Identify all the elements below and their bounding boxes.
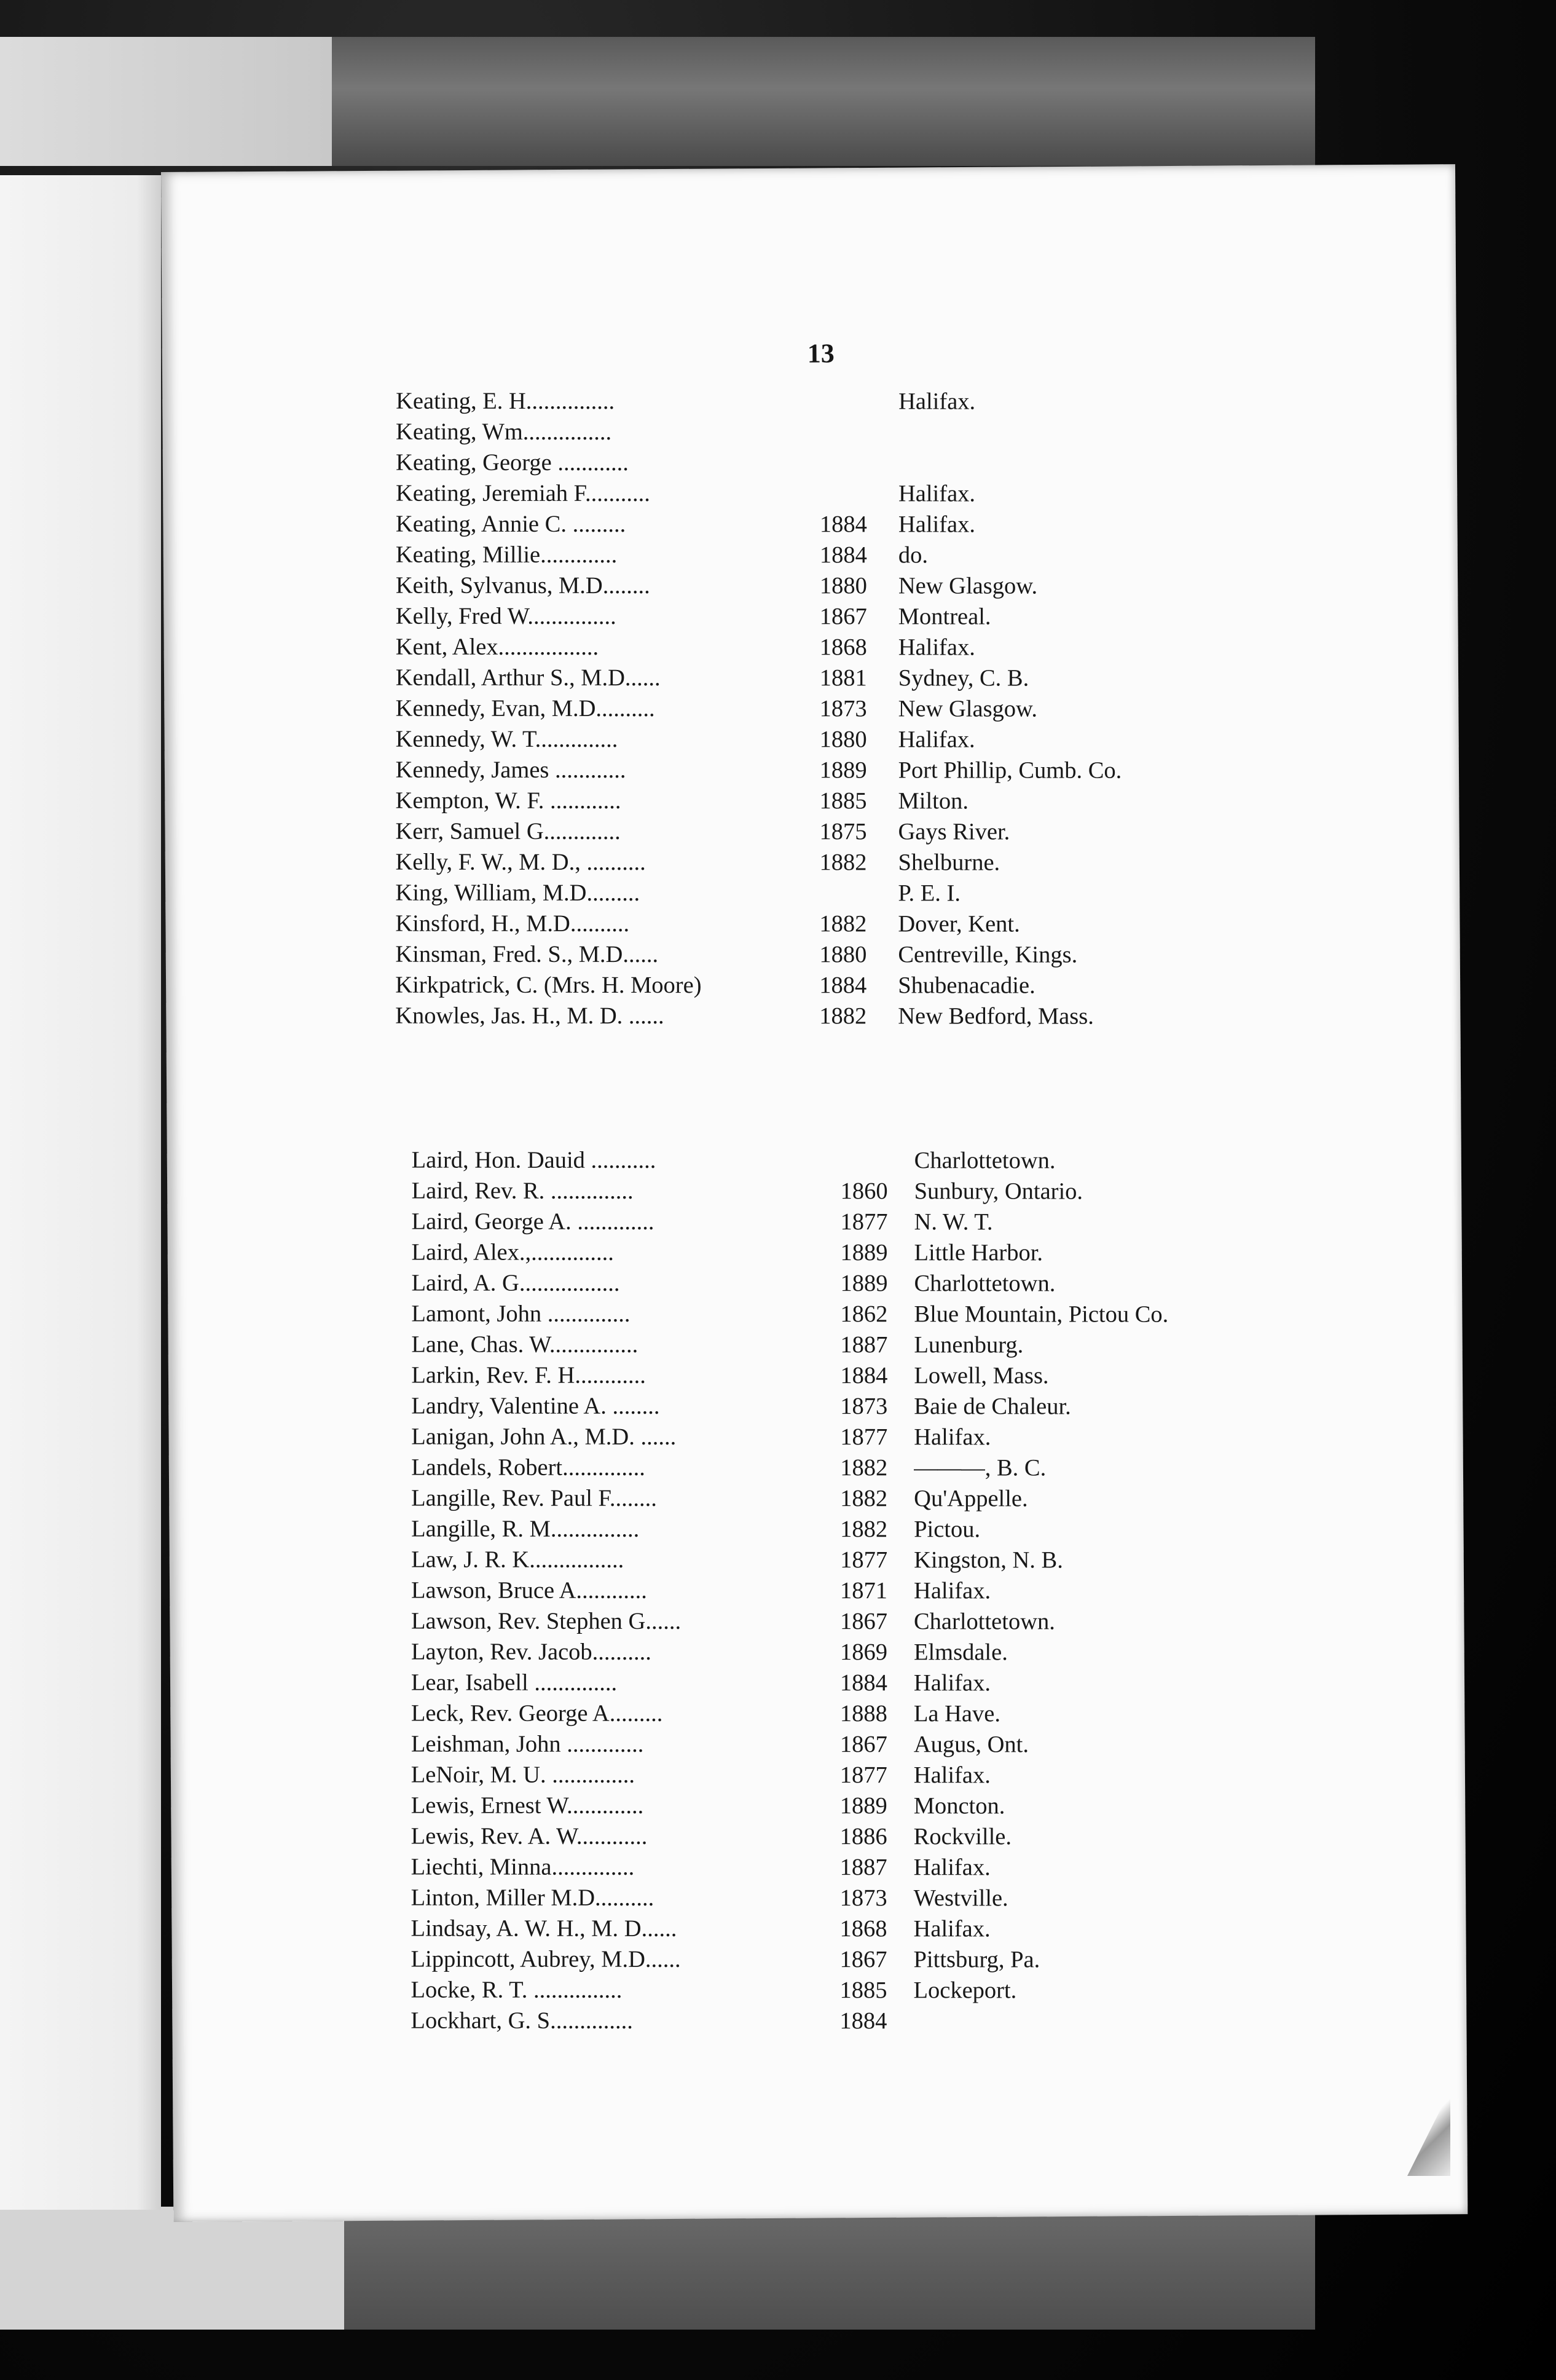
entry-name: Kinsman, Fred. S., M.D...... [395,941,659,968]
entry-year: 1884 [819,511,867,538]
entry-place: ———, B. C. [914,1455,1047,1481]
entry-year: 1877 [840,1209,888,1235]
entry-name: Keating, Millie............. [395,542,618,568]
entry-year: 1871 [840,1578,888,1604]
entry-year: 1867 [839,1732,887,1758]
entry-year: 1877 [840,1424,888,1451]
entry-place: Charlottetown. [913,1609,1055,1635]
entry-year: 1887 [839,1854,887,1881]
entry-year: 1862 [840,1301,888,1328]
entry-name: Leck, Rev. George A......... [411,1700,663,1727]
entry-name: Lear, Isabell .............. [411,1669,618,1696]
entry-place: P. E. I. [898,880,961,907]
entry-name: Kent, Alex................. [395,634,599,660]
facing-page-edge [0,175,161,2210]
entry-place: Halifax. [913,1670,991,1696]
entry-place: Baie de Chaleur. [914,1393,1071,1420]
entry-place: Sydney, C. B. [898,665,1029,692]
entry-year: 1869 [839,1639,887,1666]
entry-name: Kerr, Samuel G............. [395,818,621,845]
entry-place: Pittsburg, Pa. [913,1947,1040,1973]
page-number: 13 [807,338,835,369]
entry-name: Kendall, Arthur S., M.D...... [395,664,661,692]
entry-place: Port Phillip, Cumb. Co. [898,757,1122,784]
entry-name: Kelly, Fred W............... [395,603,616,629]
entry-year: 1877 [839,1762,887,1789]
bottom-scan-strip [0,2207,1315,2330]
entry-year: 1889 [839,1793,887,1819]
entry-name: Liechti, Minna.............. [411,1854,635,1880]
k-entries-list [395,386,1122,1031]
entry-year: 1867 [819,604,867,630]
entry-year: 1868 [839,1916,887,1942]
entry-place: Charlottetown. [914,1271,1056,1297]
entry-name: Keating, George ............ [396,449,629,476]
entry-name: Lane, Chas. W............... [411,1331,639,1358]
entry-name: Lewis, Rev. A. W............ [411,1823,648,1850]
entry-place: Augus, Ont. [913,1732,1029,1758]
entry-place: Kingston, N. B. [914,1547,1063,1574]
entry-place: Blue Mountain, Pictou Co. [914,1301,1169,1328]
entry-name: Keating, Jeremiah F........... [395,480,650,507]
entry-year: 1873 [840,1393,888,1420]
entry-name: Law, J. R. K................ [411,1547,624,1573]
entry-year: 1882 [819,849,867,876]
entry-year: 1889 [840,1271,888,1297]
entry-place: Little Harbor. [914,1240,1043,1266]
entry-name: Keating, Wm............... [396,419,612,445]
entry-year: 1873 [819,696,867,722]
entry-place: do. [898,542,929,569]
entry-name: Kinsford, H., M.D.......... [395,910,630,937]
entry-place: Charlottetown. [914,1148,1056,1174]
entry-name: Lanigan, John A., M.D. ...... [411,1424,677,1450]
entry-year: 1887 [840,1332,888,1358]
entry-place: Shelburne. [898,849,1000,876]
entry-name: Laird, Hon. Dauid ........... [411,1147,656,1173]
entry-place: Halifax. [913,1854,991,1881]
entry-year: 1884 [839,1670,887,1696]
entry-name: Landels, Robert.............. [411,1454,645,1481]
entry-name: Knowles, Jas. H., M. D. ...... [395,1003,664,1030]
entry-name: Langille, R. M............... [411,1516,640,1542]
entry-name: Lamont, John .............. [411,1301,631,1327]
entry-year: 1888 [839,1701,887,1727]
entry-name: Lindsay, A. W. H., M. D...... [411,1915,677,1942]
entry-year: 1875 [819,819,867,845]
entry-name: Kennedy, W. T.............. [395,726,618,752]
entry-place: Dover, Kent. [898,911,1020,937]
entry-year: 1867 [839,1609,888,1635]
entry-place: Lunenburg. [914,1332,1024,1358]
entry-year: 1885 [839,1977,887,2004]
entry-year: 1885 [819,788,867,814]
entry-name: Lawson, Bruce A............ [411,1577,647,1604]
entry-year: 1884 [839,2008,887,2035]
entry-year: 1880 [819,942,867,968]
entry-name: Kempton, W. F. ............ [395,787,621,814]
entry-place: Halifax. [898,388,976,415]
entry-place: Moncton. [913,1793,1005,1819]
entry-year: 1889 [819,757,867,784]
entry-name: King, William, M.D......... [395,880,640,907]
entry-name: Landry, Valentine A. ........ [411,1393,660,1419]
entry-name: Linton, Miller M.D.......... [411,1885,654,1911]
entry-name: Lippincott, Aubrey, M.D...... [411,1946,681,1972]
entry-name: Kennedy, James ............ [395,757,626,783]
entry-place: Halifax. [914,1424,991,1451]
entry-place: Lockeport. [913,1977,1017,2004]
entry-place: Rockville. [913,1824,1012,1850]
entry-place: La Have. [913,1701,1000,1727]
entry-year: 1860 [840,1178,888,1205]
entry-year: 1873 [839,1885,887,1912]
document-page [161,164,1468,2222]
entry-year: 1884 [819,972,867,999]
entry-place: Pictou. [914,1516,981,1543]
entry-place: Halifax. [898,634,975,661]
entry-year: 1877 [840,1547,888,1574]
entry-year: 1867 [839,1947,887,1973]
entry-name: Keating, E. H............... [396,388,615,414]
entry-name: Kennedy, Evan, M.D.......... [395,695,655,722]
entry-place: Montreal. [898,604,991,630]
entry-year: 1889 [840,1240,888,1266]
entry-place: Halifax. [898,481,976,507]
entry-year: 1868 [819,634,867,661]
entry-place: Westville. [913,1885,1008,1912]
entry-year: 1884 [840,1363,888,1389]
entry-name: Lockhart, G. S.............. [411,2008,633,2034]
top-scan-strip [0,37,1315,166]
entry-place: Elmsdale. [913,1639,1008,1666]
entry-place: Halifax. [913,1762,991,1789]
entry-place: N. W. T. [914,1209,993,1235]
entry-place: Shubenacadie. [898,972,1035,999]
entry-place: New Glasgow. [898,696,1038,722]
entry-year: 1884 [819,542,867,569]
entry-place: Milton. [898,788,969,814]
entry-year: 1880 [819,727,867,753]
entry-place: New Bedford, Mass. [898,1003,1094,1030]
entry-name: Larkin, Rev. F. H............ [411,1362,646,1389]
entry-place: Halifax. [898,511,976,538]
entry-name: Laird, George A. ............. [411,1208,654,1235]
entry-year: 1882 [819,1003,867,1030]
entry-name: Kirkpatrick, C. (Mrs. H. Moore) [395,972,702,999]
entry-name: Lawson, Rev. Stephen G...... [411,1608,682,1634]
entry-year: 1880 [819,573,867,599]
entry-year: 1886 [839,1824,887,1850]
entry-name: Laird, Rev. R. .............. [411,1178,634,1204]
entry-name: Leishman, John ............. [411,1731,644,1757]
entry-year: 1882 [819,911,867,937]
entry-name: Layton, Rev. Jacob.......... [411,1639,651,1665]
entry-year: 1882 [840,1455,888,1481]
entry-name: Langille, Rev. Paul F........ [411,1485,657,1511]
entry-place: New Glasgow. [898,573,1038,599]
entry-place: Sunbury, Ontario. [914,1178,1083,1205]
entry-name: LeNoir, M. U. .............. [411,1762,635,1788]
entry-year: 1882 [840,1516,888,1543]
entry-name: Laird, A. G................. [411,1270,620,1296]
entry-year: 1882 [840,1486,888,1512]
entry-name: Keating, Annie C. ......... [395,511,626,537]
entry-place: Gays River. [898,819,1010,845]
entry-place: Halifax. [913,1916,991,1942]
entry-place: Lowell, Mass. [914,1363,1049,1389]
entry-place: Qu'Appelle. [914,1486,1028,1512]
entry-name: Kelly, F. W., M. D., .......... [395,849,646,876]
entry-place: Halifax. [914,1578,991,1604]
entry-year: 1881 [819,665,867,692]
entry-name: Locke, R. T. ............... [411,1977,623,2003]
entry-name: Laird, Alex.,.............. [411,1239,614,1266]
entry-place: Centreville, Kings. [898,942,1078,968]
entry-place: Halifax. [898,727,975,753]
entry-name: Lewis, Ernest W............. [411,1792,644,1819]
entry-name: Keith, Sylvanus, M.D........ [395,572,650,599]
